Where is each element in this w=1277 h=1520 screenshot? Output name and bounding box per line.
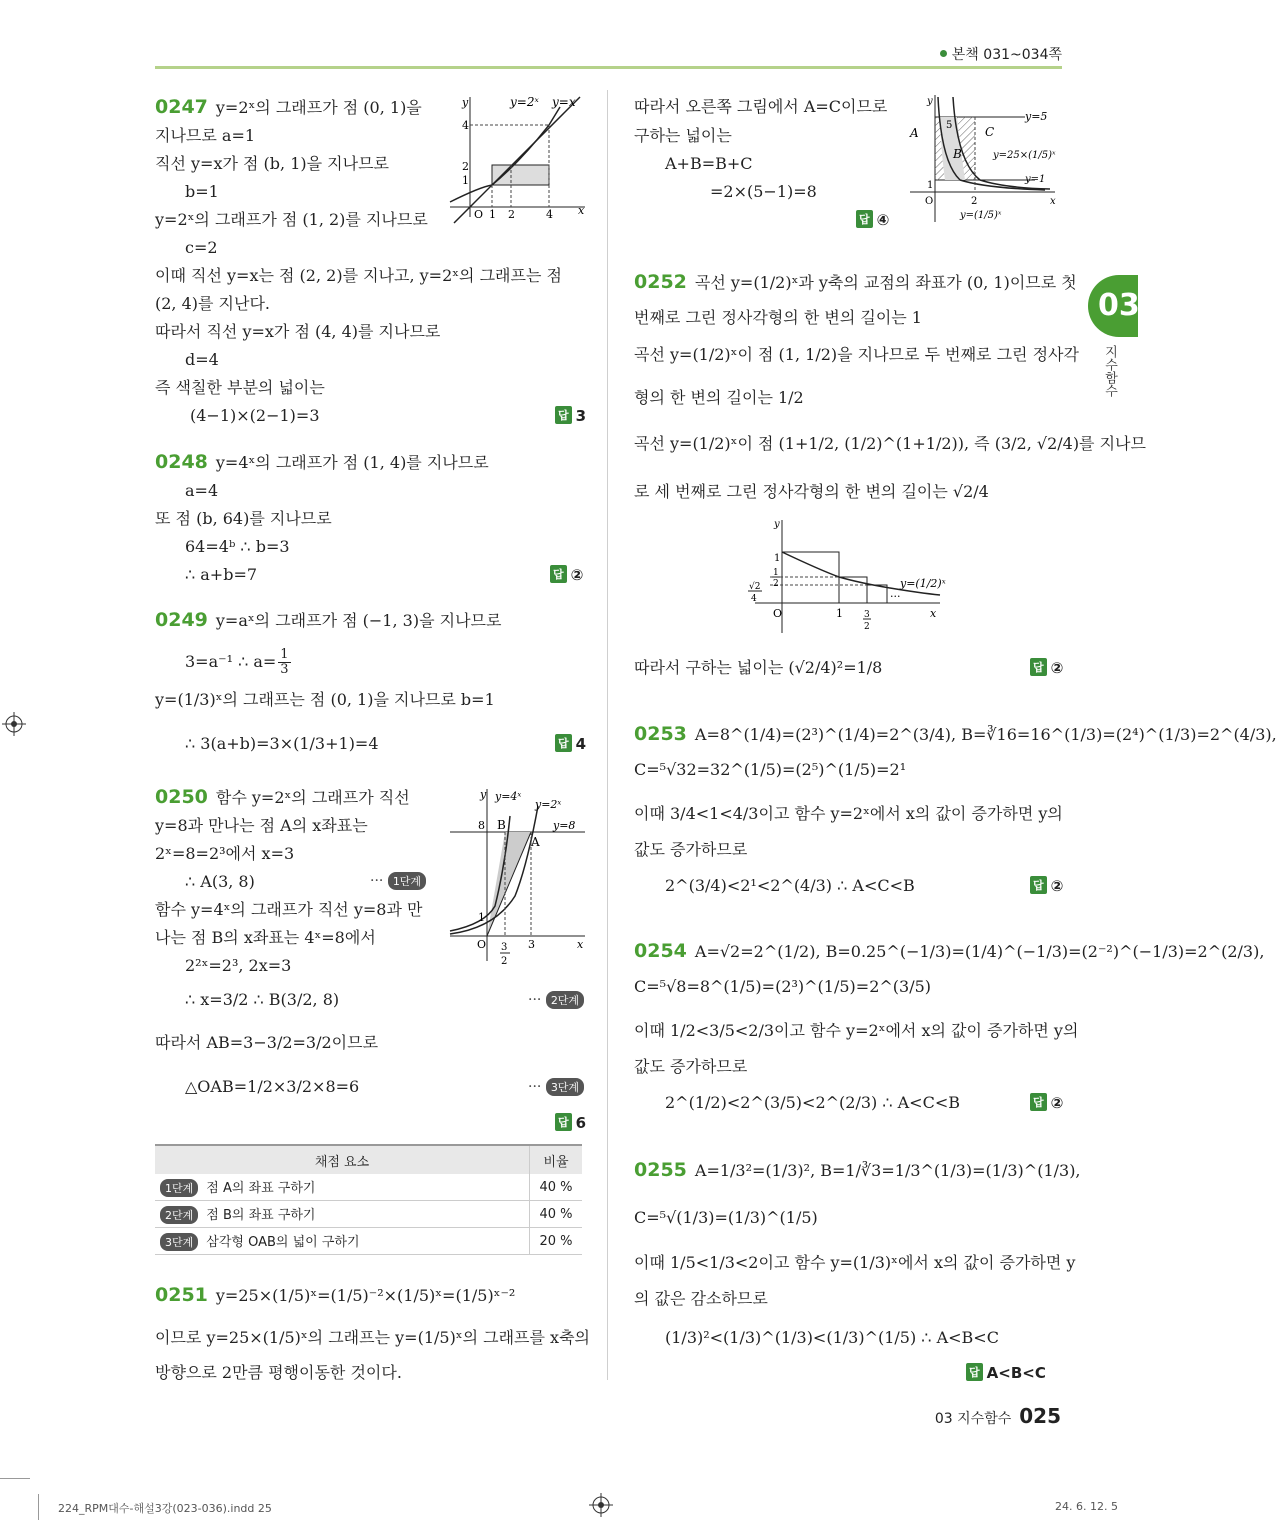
fig0247-x: x [578,204,585,217]
p0248-answer: 답 ② [550,565,583,584]
p0250-line2: y=8과 만나는 점 A의 x좌표는 [155,816,368,835]
p0250-line6: 나는 점 B의 x좌표는 4ˣ=8에서 [155,928,376,947]
p0248-line1: 0248 y=4ˣ의 그래프가 점 (1, 4)를 지나므로 [155,451,489,473]
fig0252-x1: 1 [836,607,843,620]
crop-mark [38,1494,39,1520]
p0251-answer: 답 ④ [856,210,889,229]
bullet-icon [940,50,947,57]
p0252-line1: 0252 곡선 y=(1/2)ˣ과 y축의 교점의 좌표가 (0, 1)이므로 첫 [634,271,1077,293]
p0248-line5: ∴ a+b=7 [185,565,258,584]
table-row: 1단계 점 A의 좌표 구하기 40 % [155,1174,582,1201]
p0249-line1: 0249 y=aˣ의 그래프가 점 (−1, 3)을 지나므로 [155,609,502,631]
svg-text:4: 4 [751,594,757,604]
fig0251-y: y [927,96,933,107]
fig0247-y: y [462,96,469,109]
fig0250-t8: 8 [478,819,485,832]
fig0252-y: y [774,519,780,530]
score-header-ratio: 비율 [530,1145,583,1174]
p0250-line7: 2²ˣ=2³, 2x=3 [185,956,292,975]
figure-0247 [440,92,590,222]
p0252-line6: 로 세 번째로 그린 정사각형의 한 변의 길이는 √2/4 [634,482,989,501]
p0250-step3: ··· 3단계 [528,1078,584,1096]
p0247-line4: b=1 [185,182,219,201]
p0252-line4: 형의 한 변의 길이는 1/2 [634,388,804,407]
fig0251-one: 1 [927,180,934,191]
p0247-line8: (2, 4)를 지난다. [155,294,271,313]
header-pages: 031~034쪽 [983,47,1062,63]
fig0250-x32: 3 [501,942,508,953]
p0251-line2: 이므로 y=25×(1/5)ˣ의 그래프는 y=(1/5)ˣ의 그래프를 x축의 [155,1328,590,1347]
fig0251-C: C [985,125,995,139]
svg-text:1: 1 [773,568,779,578]
p0254-line4: 값도 증가하므로 [634,1057,748,1076]
svg-text:2: 2 [501,956,508,967]
column-divider [607,90,608,1380]
fig0251-y5: y=5 [1025,110,1048,123]
header-label: 본책 [951,47,979,63]
p0247-line12: (4−1)×(2−1)=3 [190,406,320,425]
p0247-line5: y=2ˣ의 그래프가 점 (1, 2)를 지나므로 [155,210,428,229]
p0250-line10: △OAB=1/2×3/2×8=6 [185,1077,360,1096]
p0251b-line2: 구하는 넓이는 [634,126,732,145]
score-header-item: 채점 요소 [155,1145,530,1174]
p0250-line8: ∴ x=3/2 ∴ B(3/2, 8) [185,990,340,1009]
fig0251-five: 5 [946,120,953,131]
p0251b-line4: =2×(5−1)=8 [710,182,817,201]
svg-text:3: 3 [864,610,870,620]
fig0250-y: y [480,788,487,801]
fig0250-o: O [477,938,487,951]
p0247-line9: 따라서 직선 y=x가 점 (4, 4)를 지나므로 [155,322,441,341]
fig0250-t1: 1 [478,911,485,924]
fig0247-x2: 2 [508,208,515,221]
footer-file: 224_RPM대수-해설3강(023-036).indd 25 [58,1502,272,1515]
p0249-answer: 답 4 [555,734,586,753]
p0250-line1: 0250 함수 y=2ˣ의 그래프가 직선 [155,786,410,808]
p0252-line2: 번째로 그린 정사각형의 한 변의 길이는 1 [634,308,922,327]
p0253-line2: C=⁵√32=32^(1/5)=(2⁵)^(1/5)=2¹ [634,760,907,779]
fig0247-x1: 1 [489,208,496,221]
fig0250-A: A [531,835,540,849]
p0252-answer: 답 ② [1030,658,1063,677]
p0250-step2: ··· 2단계 [528,991,584,1009]
p0251-line1: 0251 y=25×(1/5)ˣ=(1/5)⁻²×(1/5)ˣ=(1/5)ˣ⁻² [155,1284,516,1306]
footer-date: 24. 6. 12. 5 [1055,1500,1118,1513]
p0249-line3: y=(1/3)ˣ의 그래프는 점 (0, 1)을 지나므로 b=1 [155,690,495,709]
p0253-line5: 2^(3/4)<2¹<2^(4/3) ∴ A<C<B [665,876,915,895]
fig0247-label-2x: y=2ˣ [510,95,539,109]
figure-0252 [740,515,960,640]
chapter-title-vertical: 지수함수 [1102,345,1117,397]
fig0247-x4: 4 [546,208,553,221]
fig0250-label-4x: y=4ˣ [495,790,522,803]
svg-text:2: 2 [773,579,779,589]
p0251b-line1: 따라서 오른쪽 그림에서 A=C이므로 [634,97,888,116]
fig0250-B: B [497,818,506,832]
p0255-line5: (1/3)²<(1/3)^(1/3)<(1/3)^(1/5) ∴ A<B<C [665,1328,999,1347]
header-rule [155,66,1062,69]
p0254-line1: 0254 A=√2=2^(1/2), B=0.25^(−1/3)=(1/4)^(−1/3)=(2⁻²)^(−1/3)=2^(2/3), [634,940,1265,962]
p0248-line4: 64=4ᵇ ∴ b=3 [185,537,290,556]
p0251-line3: 방향으로 2만큼 평행이동한 것이다. [155,1363,402,1382]
p0249-line4: ∴ 3(a+b)=3×(1/3+1)=4 [185,734,379,753]
p0254-line2: C=⁵√8=8^(1/5)=(2³)^(1/5)=2^(3/5) [634,977,932,996]
fig0251-y1: y=1 [1025,174,1046,185]
registration-mark-icon [589,1493,613,1517]
fig0250-x: x [577,938,584,951]
crop-mark [0,1478,30,1479]
p0250-answer: 답 6 [555,1113,586,1132]
fig0252-x: x [930,607,937,620]
p0249-line2: 3=a⁻¹ ∴ a= $\frac{1}{3}$ [185,647,289,677]
page-header [940,44,1062,64]
p0248-line3: 또 점 (b, 64)를 지나므로 [155,509,332,528]
p0250-line5: 함수 y=4ˣ의 그래프가 직선 y=8과 만 [155,900,423,919]
p0252-line3: 곡선 y=(1/2)ˣ이 점 (1, 1/2)을 지나므로 두 번째로 그린 정사각 [634,345,1079,364]
svg-text:√2: √2 [749,582,761,592]
fig0251-A: A [910,126,919,140]
table-row: 2단계 점 B의 좌표 구하기 40 % [155,1201,582,1228]
p0252-line7: 따라서 구하는 넓이는 (√2/4)²=1/8 [634,658,883,677]
p0247-line6: c=2 [185,238,218,257]
p0253-answer: 답 ② [1030,876,1063,895]
fig0251-x: x [1050,196,1056,207]
p0247-line10: d=4 [185,350,219,369]
chapter-tab: 03 [1088,275,1138,337]
page-number: 03 지수함수 025 [934,1404,1061,1428]
fig0251-o: O [925,196,934,207]
p0253-line1: 0253 A=8^(1/4)=(2³)^(1/4)=2^(3/4), B=∛16=16^(1/3)=(2⁴)^(1/3)=2^(4/3), [634,723,1277,745]
fig0252-o: O [773,607,783,620]
fig0247-t4: 4 [462,119,469,132]
p0247-line2: 지나므로 a=1 [155,126,256,145]
p0255-line1: 0255 A=1/3²=(1/3)², B=1/∛3=1/3^(1/3)=(1/3)^(1/3), [634,1159,1081,1181]
fig0250-x3: 3 [528,938,535,951]
p0247-line1: 0247 y=2ˣ의 그래프가 점 (0, 1)을 [155,96,422,118]
p0255-line3: 이때 1/5<1/3<2이고 함수 y=(1/3)ˣ에서 x의 값이 증가하면 y [634,1253,1076,1272]
scoring-table [155,1144,582,1255]
p0254-line3: 이때 1/2<3/5<2/3이고 함수 y=2ˣ에서 x의 값이 증가하면 y의 [634,1021,1079,1040]
fig0252-curve: y=(1/2)ˣ [900,577,946,590]
p0255-line4: 의 값은 감소하므로 [634,1289,768,1308]
fig0250-label-2x: y=2ˣ [535,798,562,811]
fig0251-B: B [953,147,962,161]
fig0247-o: O [474,208,484,221]
p0250-step1: ··· 1단계 [370,872,426,890]
p0250-line4: ∴ A(3, 8) [185,872,255,891]
fig0247-label-yx: y=x [552,95,576,109]
fig0251-y25: y=25×(1/5)ˣ [993,150,1056,161]
registration-mark-icon [2,712,26,736]
p0248-line2: a=4 [185,481,219,500]
p0255-line2: C=⁵√(1/3)=(1/3)^(1/5) [634,1208,818,1227]
svg-text:2: 2 [864,622,870,632]
fig0252-one: 1 [774,553,781,564]
p0247-line7: 이때 직선 y=x는 점 (2, 2)를 지나고, y=2ˣ의 그래프는 점 [155,266,562,285]
p0253-line4: 값도 증가하므로 [634,840,748,859]
p0252-line5: 곡선 y=(1/2)ˣ이 점 (1+1/2, (1/2)^(1+1/2)), 즉 (3/2, √2/4)를 지나므 [634,434,1146,453]
p0251b-line3: A+B=B+C [665,154,753,173]
fig0247-t2: 2 [462,160,469,173]
figure-0251 [905,92,1065,232]
p0254-line5: 2^(1/2)<2^(3/5)<2^(2/3) ∴ A<C<B [665,1093,960,1112]
fig0251-two: 2 [971,196,978,207]
p0254-answer: 답 ② [1030,1093,1063,1112]
fig0251-yb: y=(1/5)ˣ [960,210,1002,221]
p0253-line3: 이때 3/4<1<4/3이고 함수 y=2ˣ에서 x의 값이 증가하면 y의 [634,804,1063,823]
p0255-answer: 답 A<B<C [966,1363,1046,1382]
p0250-line3: 2ˣ=8=2³에서 x=3 [155,844,295,863]
p0247-line3: 직선 y=x가 점 (b, 1)을 지나므로 [155,154,389,173]
fig0247-t1: 1 [462,174,469,187]
p0250-line9: 따라서 AB=3−3/2=3/2이므로 [155,1033,379,1052]
figure-0250 [445,786,590,971]
table-row: 3단계 삼각형 OAB의 넓이 구하기 20 % [155,1228,582,1255]
p0247-line11: 즉 색칠한 부분의 넓이는 [155,378,325,397]
fig0250-label-y8: y=8 [553,819,576,832]
fig0252-dots: ··· [890,590,901,603]
p0247-answer: 답 3 [555,406,586,425]
